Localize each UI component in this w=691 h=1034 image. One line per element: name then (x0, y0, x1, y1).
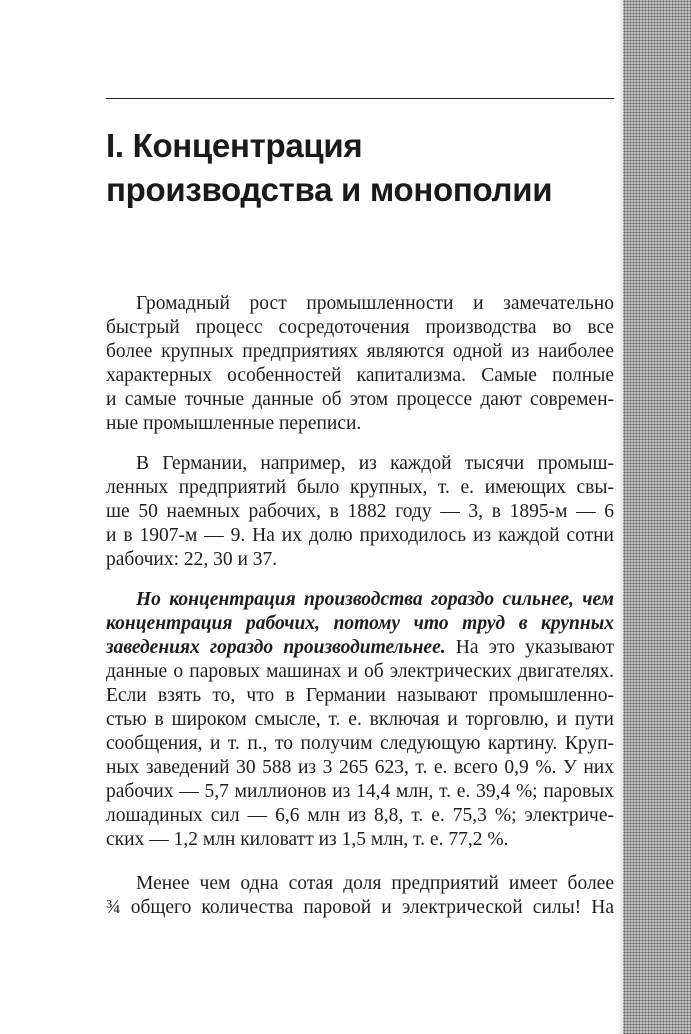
paragraph-line: стью в широком смысле, т. е. включая и торговлю, и пути (106, 709, 614, 730)
paragraph-line: Если взять то, что в Германии называют промышленно- (106, 685, 614, 706)
chapter-title-line-2: производства и монополии (106, 171, 553, 208)
chapter-rule (106, 98, 614, 99)
paragraph-3 (106, 588, 614, 852)
paragraph-line: Громадный рост промышленности и замечательно (136, 293, 614, 314)
emphasis-line: Но концентрация производства гораздо сильнее, чем (136, 589, 614, 610)
paragraph-line: ленных предприятий было крупных, т. е. имеющих свы- (106, 477, 614, 498)
plain-fragment: На это указывают (445, 637, 614, 658)
chapter-title-line-1: I. Концентрация (106, 127, 363, 164)
paragraph-line: ных заведений 30 588 из 3 265 623, т. е. всего 0,9 %. У них (106, 757, 614, 778)
paragraph-line: более крупных предприятиях являются одной из наиболее (106, 341, 614, 362)
paragraph-line: рабочих — 5,7 миллионов из 14,4 млн, т. е. 39,4 %; паровых (106, 781, 614, 802)
paragraph-line: и самые точные данные об этом процессе дают современ- (106, 389, 614, 410)
emphasis-line: концентрация рабочих, потому что труд в крупных (106, 613, 614, 634)
paragraph-line: рабочих: 22, 30 и 37. (106, 549, 278, 570)
emphasis-fragment: заведениях гораздо производительнее. (106, 637, 446, 658)
paragraph-4 (106, 872, 614, 920)
paragraph-line: В Германии, например, из каждой тысячи промыш- (136, 453, 614, 474)
paragraph-line: быстрый процесс сосредоточения производства во все (106, 317, 614, 338)
paragraph-line: ских — 1,2 млн киловатт из 1,5 млн, т. е. 77,2 %. (106, 829, 509, 850)
paragraph-line: сообщения, и т. п., то получим следующую картину. Круп- (106, 733, 614, 754)
paragraph-1 (106, 292, 614, 436)
paragraph-line: Менее чем одна сотая доля предприятий имеет более (136, 873, 614, 894)
paragraph-line: ше 50 наемных рабочих, в 1882 году — 3, в 1895-м — 6 (106, 501, 614, 522)
chapter-title (106, 124, 626, 212)
paragraph-line: ¾ общего количества паровой и электрической силы! На (106, 897, 614, 918)
mixed-line (106, 636, 614, 660)
paragraph-line: ные промышленные переписи. (106, 413, 362, 434)
paragraph-line: лошадиных сил — 6,6 млн из 8,8, т. е. 75,3 %; электриче- (106, 805, 614, 826)
paragraph-line: характерных особенностей капитализма. Самые полные (106, 365, 614, 386)
page-edge-halftone (623, 0, 691, 1034)
paragraph-line: данные о паровых машинах и об электрических двигателях. (106, 661, 614, 682)
paragraph-2 (106, 452, 614, 572)
paragraph-line: и в 1907-м — 9. На их долю приходилось из каждой сотни (106, 525, 614, 546)
